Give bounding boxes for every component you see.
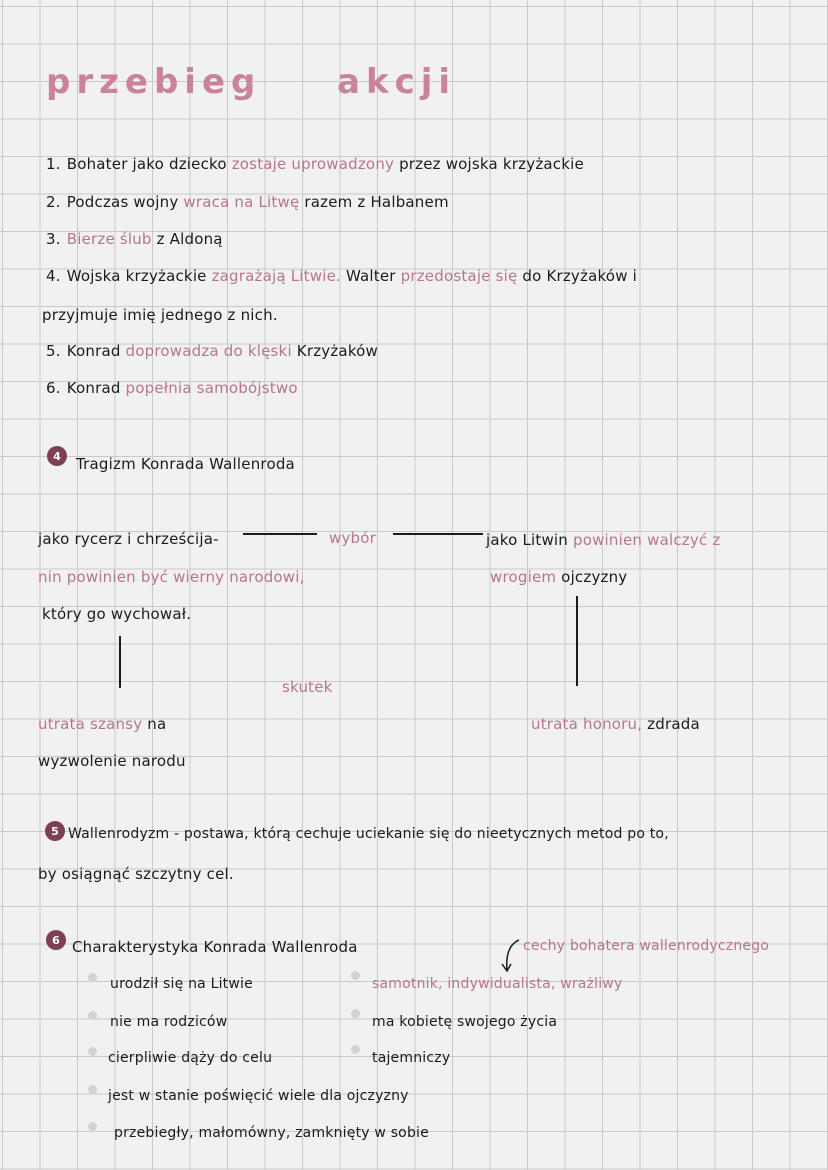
left-result-dark: na (142, 715, 167, 733)
section-5-badge: 5 (45, 821, 65, 841)
plot-item-number: 6. (46, 379, 61, 397)
right-argument-pink: powinien walczyć z (572, 531, 721, 549)
bullet-icon (88, 1047, 97, 1056)
section-6-heading: Charakterystyka Konrada Wallenroda (72, 938, 358, 956)
character-trait: cierpliwie dąży do celu (108, 1050, 273, 1066)
wallenrodism-definition-line-1: Wallenrodyzm - postawa, którą cechuje uciekanie się do nieetycznych metod po to, (68, 826, 669, 842)
plot-item-text: Wojska krzyżackie (66, 267, 212, 285)
plot-item (46, 267, 637, 285)
plot-item-text: popełnia samobójstwo (125, 379, 298, 397)
choice-label: wybór (329, 529, 377, 547)
character-trait: jest w stanie poświęcić wiele dla ojczyzny (108, 1088, 409, 1104)
choice-line-left (243, 533, 317, 535)
right-argument-line-2-dark: ojczyzny (556, 568, 628, 586)
section-6-badge: 6 (46, 930, 66, 950)
right-argument-line-1 (486, 531, 720, 549)
page-title (46, 62, 456, 102)
plot-item-text: Krzyżaków (291, 342, 379, 360)
title-part-2: akcji (337, 62, 457, 102)
plot-item-text: zagrażają Litwie. (211, 267, 341, 285)
hero-trait: tajemniczy (372, 1050, 451, 1066)
bullet-icon (351, 1009, 360, 1018)
title-part-1: przebieg (46, 62, 262, 102)
right-result (531, 715, 700, 733)
right-argument-dark: jako Litwin (486, 531, 573, 549)
hero-traits-annotation: cechy bohatera wallenrodycznego (523, 938, 770, 954)
left-argument-line-3: który go wychował. (42, 605, 192, 623)
plot-item-number: 1. (46, 155, 61, 173)
plot-item-number: 4. (46, 267, 61, 285)
plot-item-text: Bierze ślub (66, 230, 152, 248)
plot-item (46, 193, 449, 211)
plot-item-text: z Aldoną (151, 230, 223, 248)
effect-label: skutek (282, 678, 333, 696)
plot-item-text: zostaje uprowadzony (231, 155, 395, 173)
plot-item-text: Konrad (66, 342, 126, 360)
plot-item-text: doprowadza do klęski (125, 342, 292, 360)
plot-item-text: przez wojska krzyżackie (394, 155, 584, 173)
plot-item-text: wraca na Litwę (183, 193, 300, 211)
left-arrow-line (119, 636, 121, 688)
right-argument-line-2 (490, 568, 627, 586)
left-result-pink: utrata szansy (38, 715, 143, 733)
plot-item-number: 2. (46, 193, 61, 211)
bullet-icon (88, 973, 97, 982)
plot-item (46, 155, 584, 173)
section-4-badge: 4 (47, 446, 67, 466)
plot-item-text: Podczas wojny (66, 193, 184, 211)
plot-item-text: Bohater jako dziecko (66, 155, 232, 173)
right-result-pink: utrata honoru, (531, 715, 643, 733)
plot-item (46, 342, 378, 360)
right-result-dark: zdrada (642, 715, 700, 733)
right-arrow-line (576, 596, 578, 686)
plot-item (42, 306, 278, 324)
plot-item-text: do Krzyżaków i (517, 267, 637, 285)
right-argument-line-2-pink: wrogiem (490, 568, 557, 586)
plot-item-number: 5. (46, 342, 61, 360)
bullet-icon (351, 971, 360, 980)
bullet-icon (88, 1085, 97, 1094)
hero-trait: ma kobietę swojego życia (372, 1014, 558, 1030)
left-result-line-1 (38, 715, 166, 733)
left-result-line-2: wyzwolenie narodu (38, 752, 186, 770)
hero-trait: samotnik, indywidualista, wrażliwy (372, 976, 623, 992)
plot-item-text: przedostaje się (400, 267, 518, 285)
character-trait: nie ma rodziców (110, 1014, 228, 1030)
plot-item-number: 3. (46, 230, 61, 248)
choice-line-right (393, 533, 483, 535)
section-4-heading: Tragizm Konrada Wallenroda (76, 455, 295, 473)
bullet-icon (351, 1045, 360, 1054)
plot-item-text: przyjmuje imię jednego z nich. (42, 306, 278, 324)
character-trait: przebiegły, małomówny, zamknięty w sobie (114, 1125, 429, 1141)
left-argument-line-1: jako rycerz i chrześcija- (38, 530, 219, 548)
wallenrodism-definition-line-2: by osiągnąć szczytny cel. (38, 865, 234, 883)
plot-item-text: razem z Halbanem (299, 193, 449, 211)
character-trait: urodził się na Litwie (110, 976, 253, 992)
left-argument-line-2: nin powinien być wierny narodowi, (38, 568, 305, 586)
plot-item (46, 379, 298, 397)
bullet-icon (88, 1122, 97, 1131)
plot-item (46, 230, 223, 248)
plot-item-text: Konrad (66, 379, 126, 397)
annotation-arrow-icon (495, 936, 523, 976)
plot-item-text: Walter (340, 267, 401, 285)
bullet-icon (88, 1011, 97, 1020)
